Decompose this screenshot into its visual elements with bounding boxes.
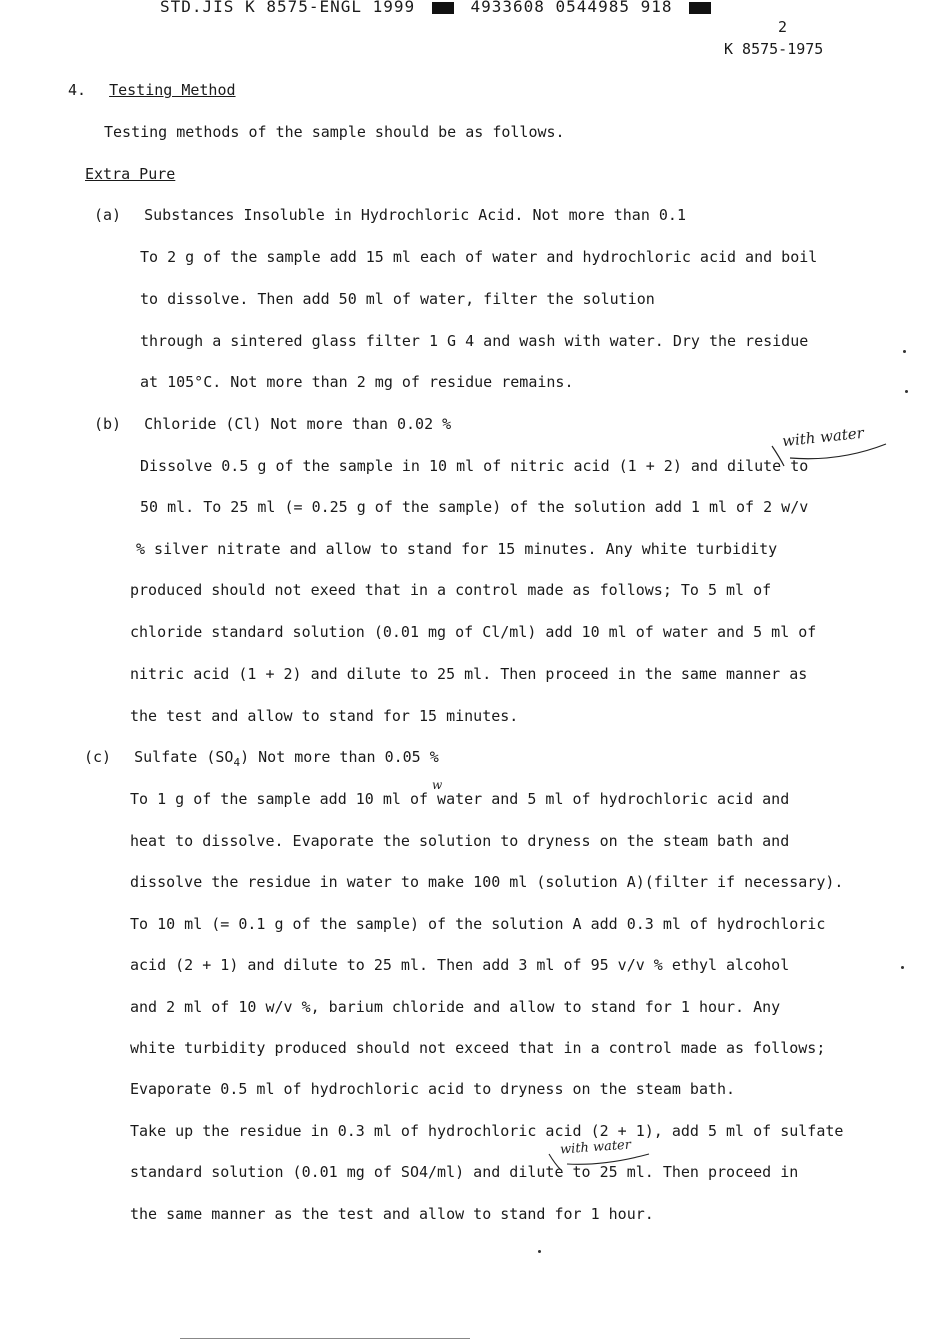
item-c-line: Evaporate 0.5 ml of hydrochloric acid to dryness on the steam bath. xyxy=(130,1080,736,1098)
item-c-line: white turbidity produced should not exceed that in a control made as follows; xyxy=(130,1039,826,1057)
item-c-line: standard solution (0.01 mg of SO4/ml) and dilute to 25 ml. Then proceed in xyxy=(130,1163,799,1181)
item-a-heading xyxy=(94,205,686,225)
item-a-title: Substances Insoluble in Hydrochloric Acid. Not more than 0.1 xyxy=(144,206,686,224)
item-b-label: (b) xyxy=(94,415,122,433)
item-c-line: To 10 ml (= 0.1 g of the sample) of the solution A add 0.3 ml of hydrochloric xyxy=(130,915,826,933)
page-number: 2 xyxy=(778,18,788,36)
item-c-title-suffix: ) Not more than 0.05 % xyxy=(240,748,439,766)
grade-heading: Extra Pure xyxy=(85,165,176,183)
scan-header xyxy=(160,0,717,16)
item-a-line: at 105°C. Not more than 2 mg of residue remains. xyxy=(140,373,574,391)
header-mid: 4933608 0544985 918 xyxy=(470,0,673,16)
footer-rule xyxy=(180,1338,470,1339)
scan-speck xyxy=(905,390,908,393)
item-b-line: 50 ml. To 25 ml (= 0.25 g of the sample) of the solution add 1 ml of 2 w/v xyxy=(140,498,809,516)
item-b-line: produced should not exeed that in a control made as follows; To 5 ml of xyxy=(130,581,772,599)
item-c-line: dissolve the residue in water to make 100 ml (solution A)(filter if necessary). xyxy=(130,873,844,891)
header-block-mark xyxy=(432,2,454,14)
item-b-heading xyxy=(94,414,451,434)
standard-number: K 8575-1975 xyxy=(724,40,824,58)
item-c-label: (c) xyxy=(84,748,112,766)
item-c-line: and 2 ml of 10 w/v %, barium chloride and allow to stand for 1 hour. Any xyxy=(130,998,781,1016)
header-left: STD.JIS K 8575-ENGL 1999 xyxy=(160,0,416,16)
item-b-line: Dissolve 0.5 g of the sample in 10 ml of nitric acid (1 + 2) and dilute to xyxy=(140,457,809,475)
item-c-line: acid (2 + 1) and dilute to 25 ml. Then add 3 ml of 95 v/v % ethyl alcohol xyxy=(130,956,790,974)
item-b-line: nitric acid (1 + 2) and dilute to 25 ml. Then proceed in the same manner as xyxy=(130,665,808,683)
item-c-line: heat to dissolve. Evaporate the solution to dryness on the steam bath and xyxy=(130,832,790,850)
item-b-line: chloride standard solution (0.01 mg of Cl/ml) add 10 ml of water and 5 ml of xyxy=(130,623,817,641)
item-a-line: through a sintered glass filter 1 G 4 and wash with water. Dry the residue xyxy=(140,332,809,350)
item-c-line: To 1 g of the sample add 10 ml of water and 5 ml of hydrochloric acid and xyxy=(130,790,790,808)
section-title: Testing Method xyxy=(109,81,236,99)
item-c-title-sub: 4 xyxy=(233,756,241,769)
scan-speck xyxy=(903,350,906,353)
item-c-line: the same manner as the test and allow to stand for 1 hour. xyxy=(130,1205,654,1223)
item-b-line: % silver nitrate and allow to stand for 15 minutes. Any white turbidity xyxy=(136,540,778,558)
item-c-line: Take up the residue in 0.3 ml of hydrochloric acid (2 + 1), add 5 ml of sulfate xyxy=(130,1122,844,1140)
header-block-mark-end xyxy=(689,2,711,14)
item-a-line: to dissolve. Then add 50 ml of water, filter the solution xyxy=(140,290,655,308)
scan-speck xyxy=(901,966,904,969)
item-b-line: the test and allow to stand for 15 minutes. xyxy=(130,707,519,725)
section-heading xyxy=(68,80,236,100)
handwritten-note-b: with water xyxy=(781,423,865,451)
intro-text: Testing methods of the sample should be as follows. xyxy=(104,123,565,141)
scan-speck xyxy=(538,1250,541,1253)
item-a-label: (a) xyxy=(94,206,122,224)
section-number: 4. xyxy=(68,81,87,99)
handwritten-mark-w: w xyxy=(432,778,443,792)
handwritten-note-c: with water xyxy=(559,1137,632,1158)
item-c-title-prefix: Sulfate (SO xyxy=(134,748,234,766)
item-a-line: To 2 g of the sample add 15 ml each of water and hydrochloric acid and boil xyxy=(140,248,818,266)
item-b-title: Chloride (Cl) Not more than 0.02 % xyxy=(144,415,452,433)
item-c-heading xyxy=(84,747,439,773)
